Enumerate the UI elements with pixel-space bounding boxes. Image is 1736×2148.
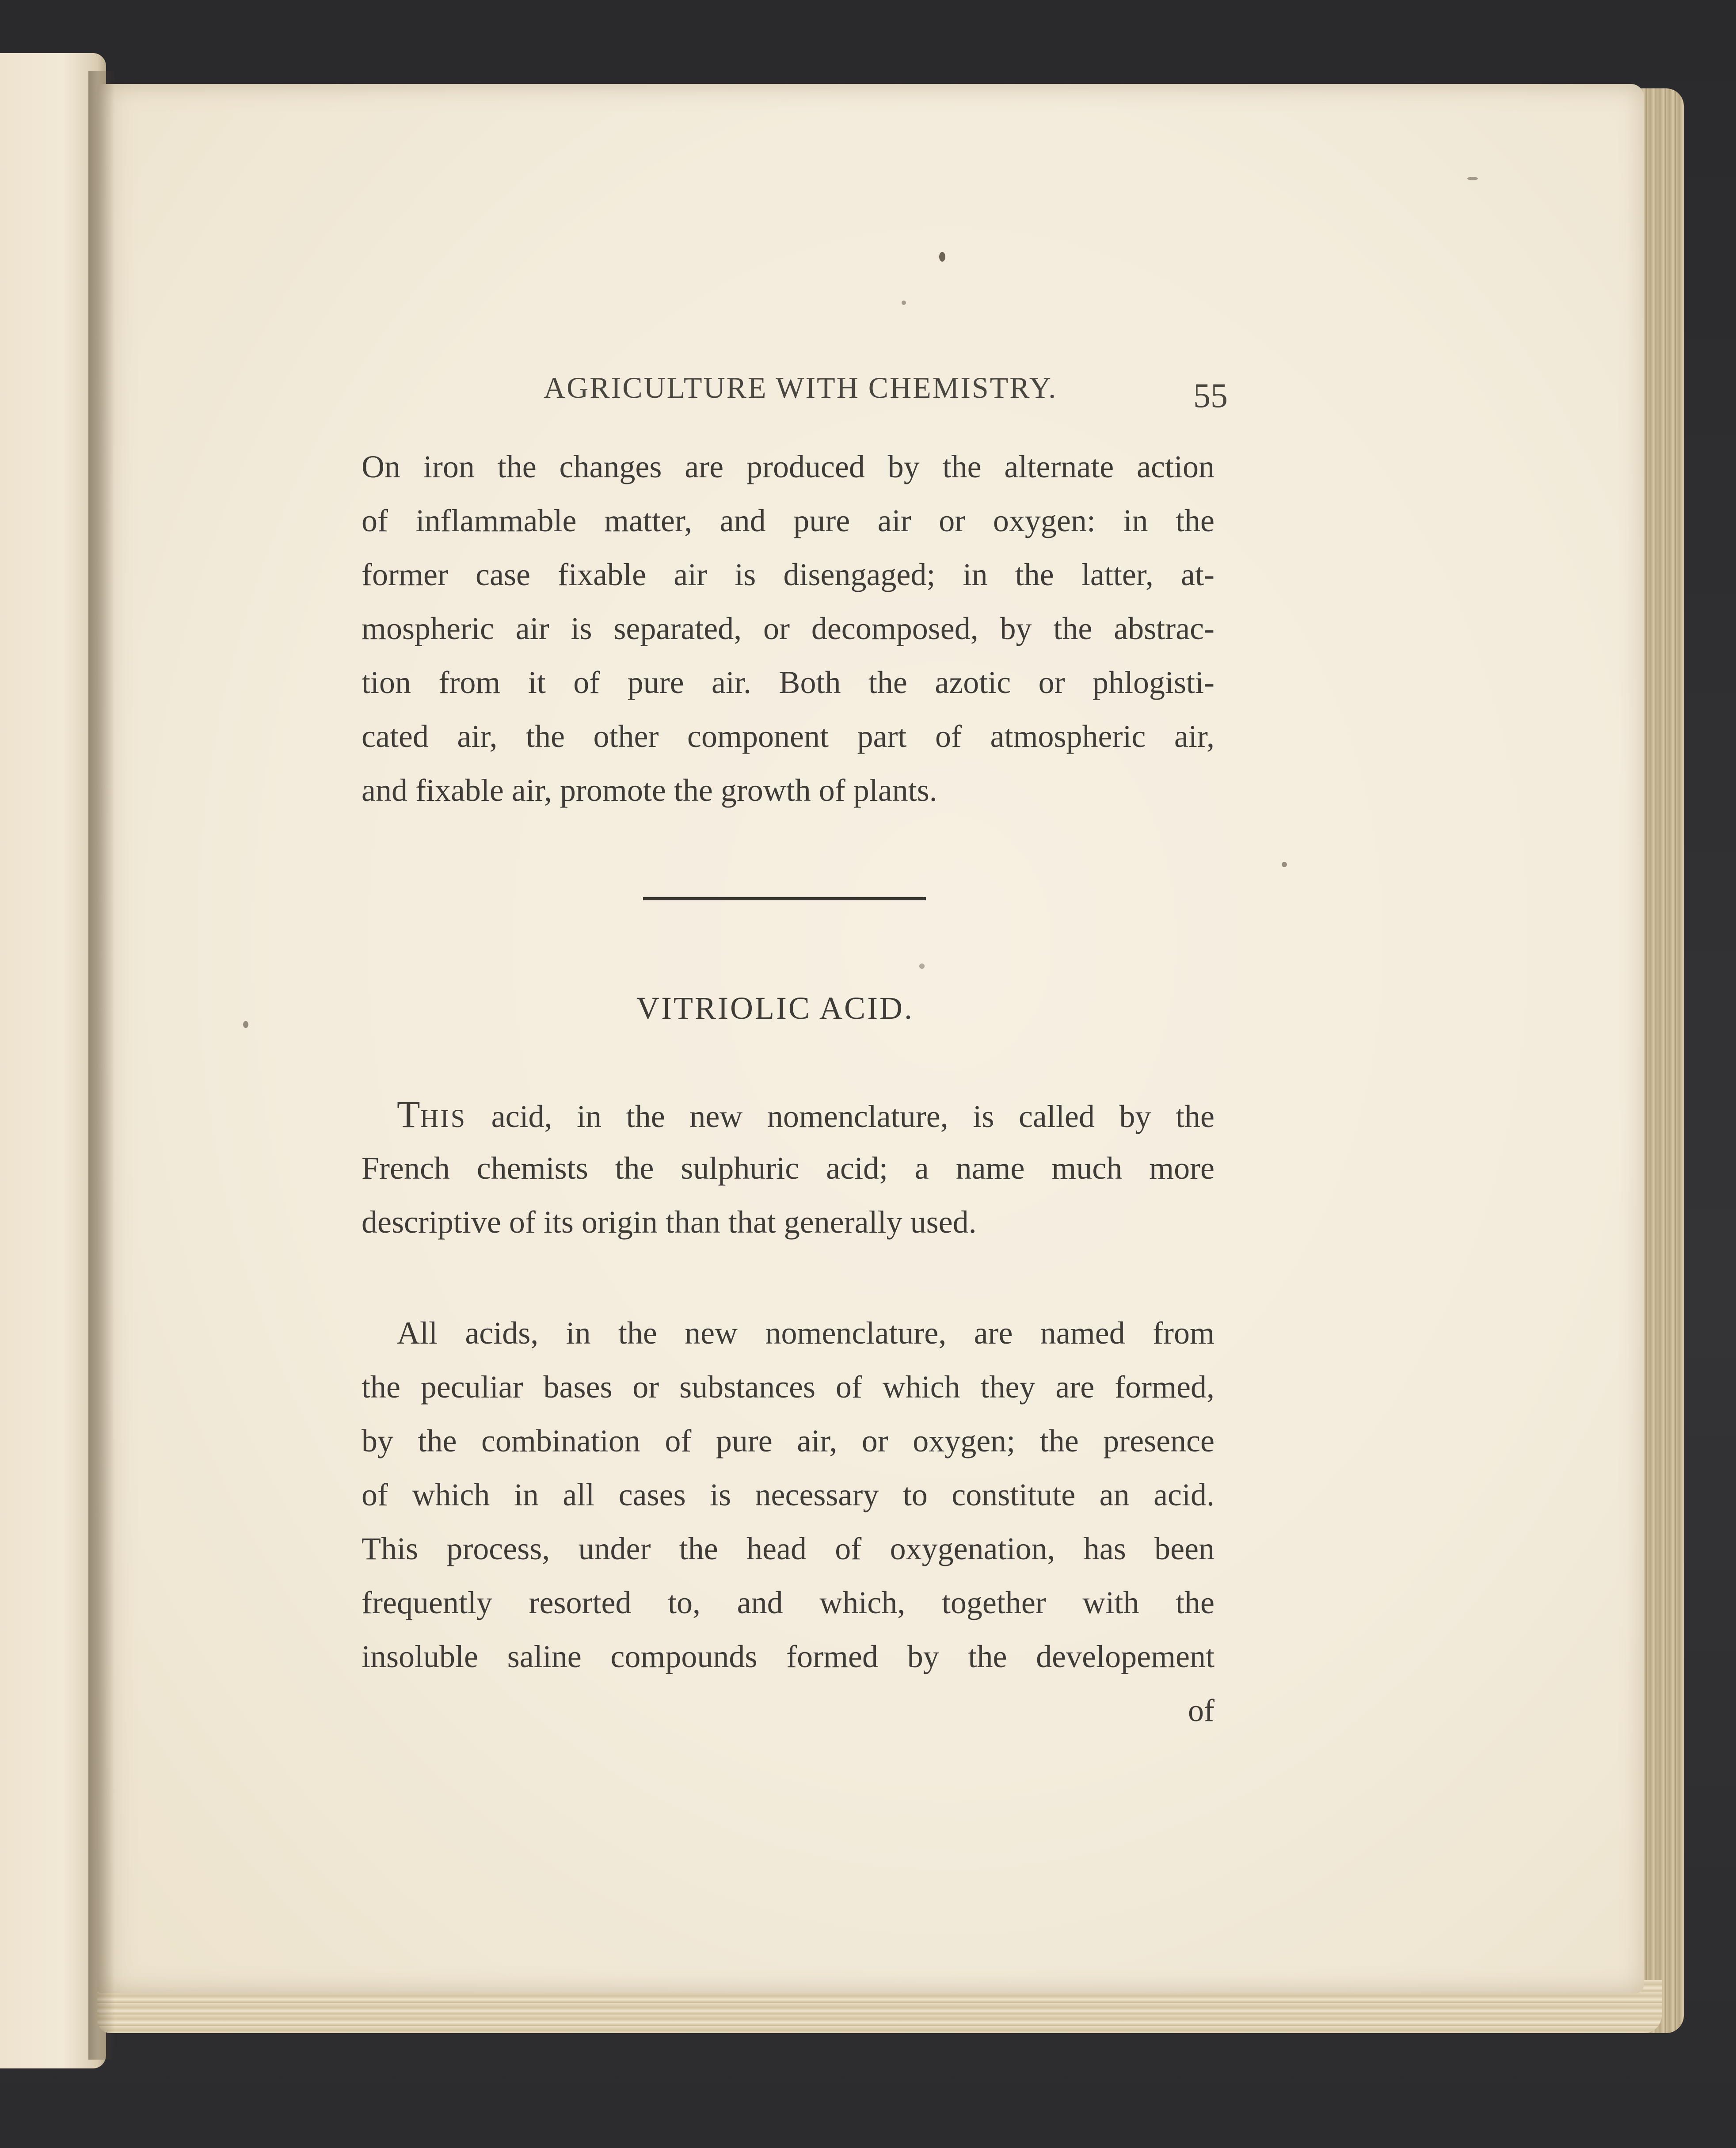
text-line: of inflammable matter, and pure air or oxygen: in the: [362, 503, 1214, 538]
text-line: cated air, the other component part of atmospheric air,: [362, 719, 1214, 754]
text-line: This process, under the head of oxygenation, has been: [362, 1531, 1214, 1566]
speck: [902, 301, 906, 305]
speck: [919, 964, 925, 969]
small-caps-word: HIS: [420, 1104, 467, 1133]
text-line: frequently resorted to, and which, together with the: [362, 1585, 1214, 1620]
text-line: mospheric air is separated, or decomposed, by the abstrac-: [362, 611, 1214, 646]
text-line: the peculiar bases or substances of which they are formed,: [362, 1369, 1214, 1405]
speck: [1467, 177, 1478, 180]
text-line: former case fixable air is disengaged; in the latter, at-: [362, 557, 1214, 592]
speck: [243, 1021, 248, 1028]
paragraph-this-acid: [362, 1087, 1214, 1249]
text-line: of which in all cases is necessary to constitute an acid.: [362, 1477, 1214, 1512]
text-line: insoluble saline compounds formed by the developement: [362, 1639, 1214, 1674]
text-line: by the combination of pure air, or oxygen; the presence: [362, 1423, 1214, 1459]
text-line: tion from it of pure air. Both the azotic or phlogisti-: [362, 665, 1214, 700]
text-line: All acids, in the new nomenclature, are named from: [397, 1315, 1214, 1351]
initial-letter: T: [397, 1093, 420, 1135]
section-heading: VITRIOLIC ACID.: [636, 990, 914, 1026]
paragraph-all-acids: [362, 1306, 1214, 1737]
line-rest: acid, in the new nomenclature, is called by the: [467, 1099, 1214, 1134]
text-line: descriptive of its origin than that generally used.: [362, 1204, 977, 1240]
paragraph-iron: [362, 440, 1214, 817]
text-line: On iron the changes are produced by the alternate action: [362, 449, 1214, 484]
text-line: [362, 1087, 1214, 1141]
gutter-shadow: [88, 71, 115, 2060]
text-line: and fixable air, promote the growth of plants.: [362, 773, 937, 808]
running-head: AGRICULTURE WITH CHEMISTRY.: [544, 371, 1058, 404]
catchword: of: [1188, 1693, 1214, 1728]
page-number: 55: [1193, 376, 1228, 415]
section-divider-rule: [643, 897, 926, 900]
text-line: French chemists the sulphuric acid; a name much more: [362, 1150, 1214, 1186]
speck: [939, 252, 945, 262]
speck: [1282, 862, 1287, 867]
